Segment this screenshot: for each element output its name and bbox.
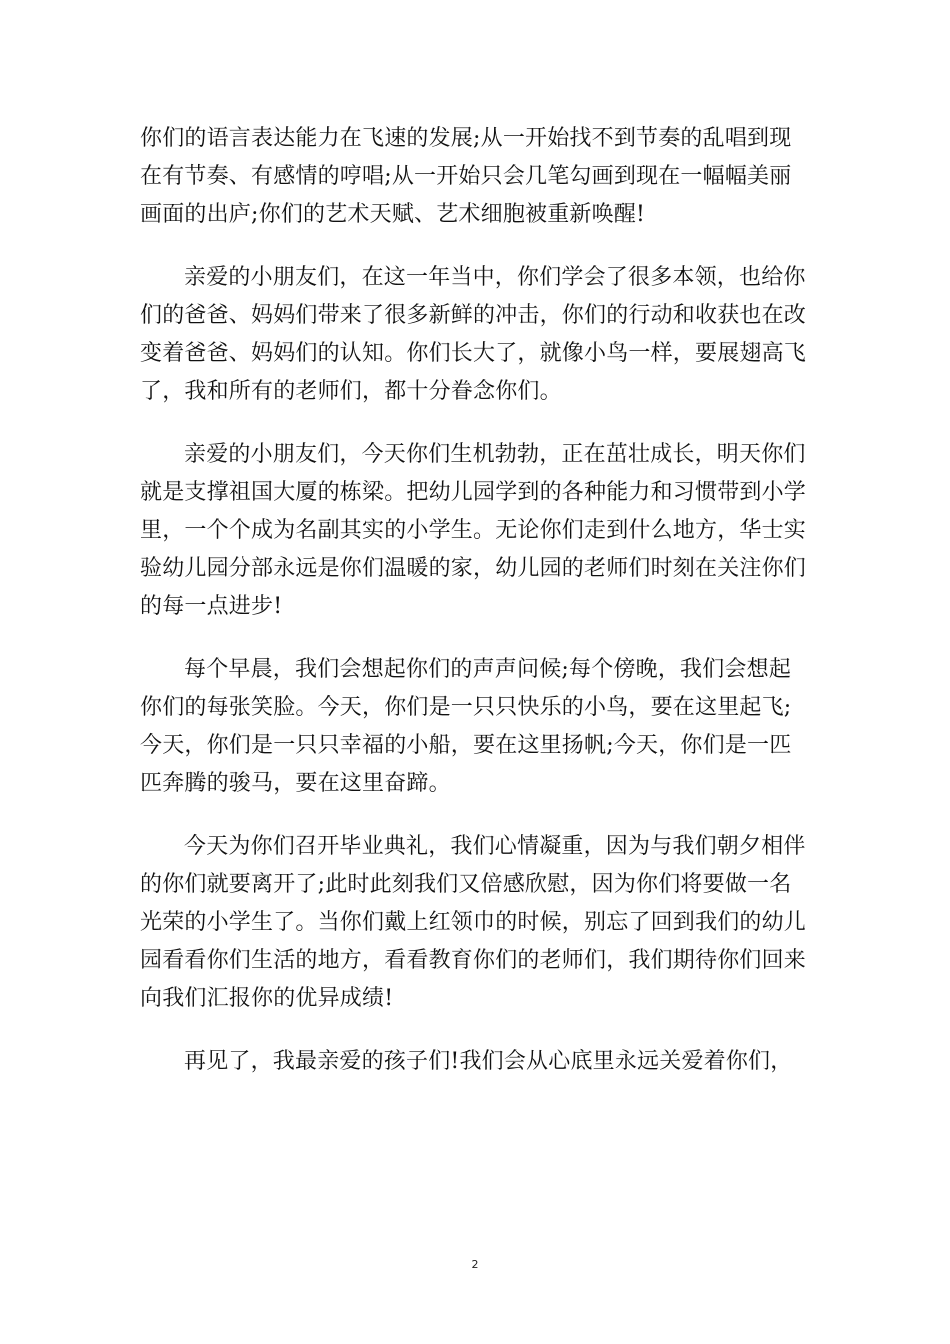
paragraph-gap — [140, 626, 830, 651]
body-text — [140, 120, 830, 1081]
paragraph — [140, 828, 830, 1018]
paragraph — [140, 651, 830, 803]
text-line: 画面的出庐;你们的艺术天赋、艺术细胞被重新唤醒! — [140, 202, 646, 227]
text-line: 的你们就要离开了;此时此刻我们又倍感欣慰，因为你们将要做一名 — [140, 872, 792, 897]
text-line: 光荣的小学生了。当你们戴上红领巾的时候，别忘了回到我们的幼儿 — [140, 910, 807, 935]
text-line: 向我们汇报你的优异成绩! — [140, 986, 394, 1011]
text-line: 园看看你们生活的地方，看看教育你们的老师们，我们期待你们回来 — [140, 948, 807, 973]
text-line: 你们的语言表达能力在飞速的发展;从一开始找不到节奏的乱唱到现 — [140, 126, 792, 151]
page-number: 2 — [471, 1258, 479, 1271]
text-line: 在有节奏、有感情的哼唱;从一开始只会几笔勾画到现在一幅幅美丽 — [140, 164, 792, 189]
text-line: 们的爸爸、妈妈们带来了很多新鲜的冲击，你们的行动和收获也在改 — [140, 303, 807, 328]
text-line: 今天为你们召开毕业典礼，我们心情凝重，因为与我们朝夕相伴 — [184, 834, 806, 859]
text-line: 变着爸爸、妈妈们的认知。你们长大了，就像小鸟一样，要展翅高飞 — [140, 341, 807, 366]
paragraph-gap — [140, 234, 830, 259]
text-line: 亲爱的小朋友们，今天你们生机勃勃，正在茁壮成长，明天你们 — [184, 442, 806, 467]
paragraph — [140, 436, 830, 626]
text-line: 每个早晨，我们会想起你们的声声问候;每个傍晚，我们会想起 — [184, 657, 792, 682]
text-line: 就是支撑祖国大厦的栋梁。把幼儿园学到的各种能力和习惯带到小学 — [140, 480, 807, 505]
paragraph — [140, 120, 830, 234]
text-line: 了，我和所有的老师们，都十分眷念你们。 — [140, 379, 562, 404]
text-line: 你们的每张笑脸。今天，你们是一只只快乐的小鸟，要在这里起飞; — [140, 695, 792, 720]
paragraph-gap — [140, 1018, 830, 1043]
text-line: 再见了，我最亲爱的孩子们!我们会从心底里永远关爱着你们， — [184, 1049, 793, 1074]
paragraph-gap — [140, 803, 830, 828]
paragraph-gap — [140, 411, 830, 436]
text-line: 验幼儿园分部永远是你们温暖的家，幼儿园的老师们时刻在关注你们 — [140, 556, 807, 581]
paragraph — [140, 1043, 830, 1081]
paragraph — [140, 259, 830, 411]
text-line: 今天，你们是一只只幸福的小船，要在这里扬帆;今天，你们是一匹 — [140, 733, 792, 758]
text-line: 里，一个个成为名副其实的小学生。无论你们走到什么地方，华士实 — [140, 518, 807, 543]
text-line: 匹奔腾的骏马，要在这里奋蹄。 — [140, 771, 451, 796]
text-line: 的每一点进步! — [140, 594, 283, 619]
text-line: 亲爱的小朋友们，在这一年当中，你们学会了很多本领，也给你 — [184, 265, 806, 290]
